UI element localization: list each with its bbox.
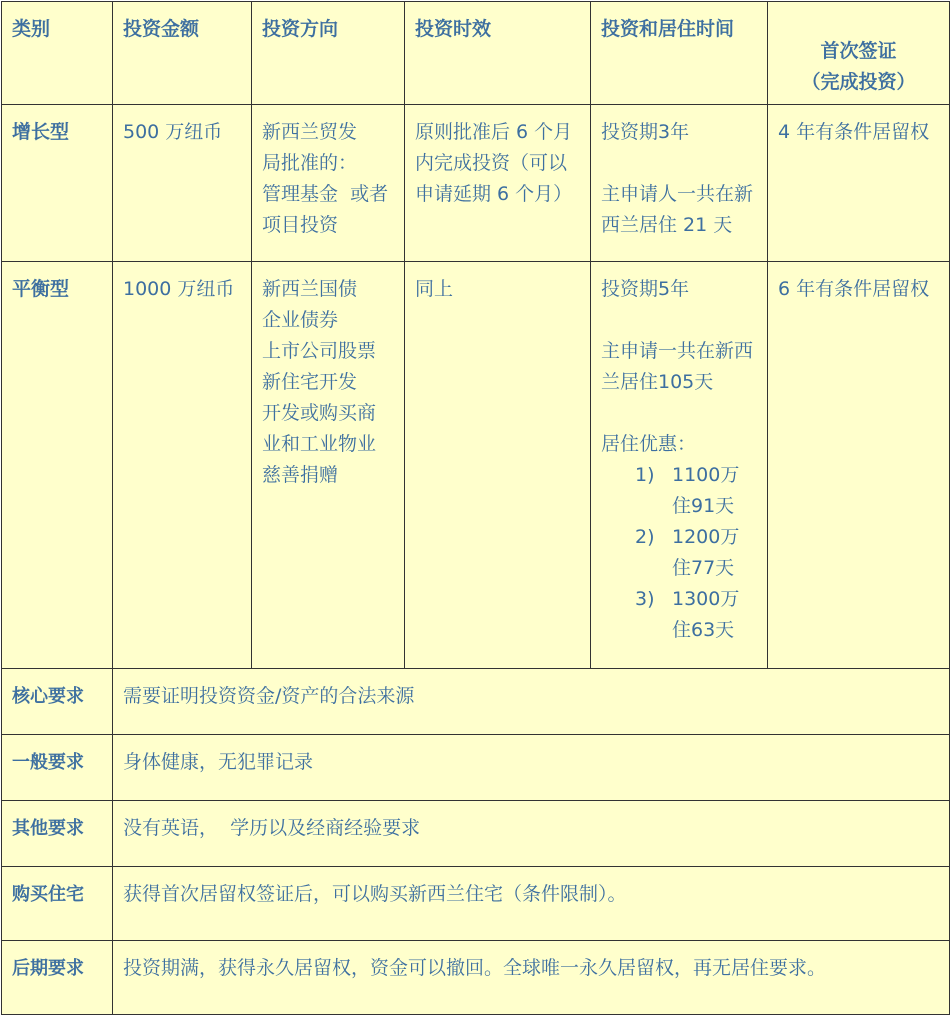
table-row-other — [2, 801, 950, 867]
balance-type: 平衡型 — [2, 262, 113, 669]
header-first-visa-line1: 首次签证 — [820, 40, 897, 62]
later-label: 后期要求 — [2, 941, 113, 1015]
bonus-days: 住91天 — [672, 495, 735, 517]
other-label: 其他要求 — [2, 801, 113, 867]
list-item — [635, 460, 757, 522]
table-row-growth — [2, 105, 950, 262]
other-text: 没有英语， 学历以及经商经验要求 — [113, 801, 950, 867]
growth-direction-line: 项目投资 — [262, 214, 339, 236]
growth-period: 投资期3年 — [601, 121, 690, 143]
housing-label: 购买住宅 — [2, 867, 113, 941]
table-row-balance — [2, 262, 950, 669]
growth-visa: 4 年有条件居留权 — [768, 105, 950, 262]
bonus-number: 1) — [635, 464, 655, 486]
header-first-visa-line2: （完成投资） — [801, 71, 916, 93]
bonus-text — [672, 522, 742, 584]
balance-direction-line: 企业债券 — [262, 309, 339, 331]
balance-bonus-list — [601, 460, 757, 646]
balance-direction — [252, 262, 405, 669]
header-amount: 投资金额 — [113, 2, 252, 105]
balance-period-cell — [591, 262, 768, 669]
growth-stay: 主申请人一共在新西兰居住 21 天 — [601, 183, 754, 236]
bonus-number: 2) — [635, 526, 655, 548]
growth-amount: 500 万纽币 — [113, 105, 252, 262]
header-category: 类别 — [2, 2, 113, 105]
bonus-amount: 1200万 — [672, 526, 740, 548]
core-label: 核心要求 — [2, 669, 113, 735]
growth-time: 原则批准后 6 个月内完成投资（可以申请延期 6 个月） — [405, 105, 591, 262]
table-header-row — [2, 2, 950, 105]
header-timing: 投资时效 — [405, 2, 591, 105]
balance-amount: 1000 万纽币 — [113, 262, 252, 669]
bonus-amount: 1300万 — [672, 588, 740, 610]
bonus-days: 住77天 — [672, 557, 735, 579]
balance-direction-line: 新西兰国债 — [262, 278, 358, 300]
balance-direction-line: 上市公司股票 — [262, 340, 377, 362]
growth-direction-line: 管理基金 或者 — [262, 183, 389, 205]
list-item — [635, 522, 757, 584]
balance-time: 同上 — [405, 262, 591, 669]
bonus-days: 住63天 — [672, 619, 735, 641]
balance-bonus-title: 居住优惠： — [601, 433, 697, 455]
growth-direction-line: 新西兰贸发 — [262, 121, 358, 143]
growth-direction-line: 局批准的： — [262, 152, 358, 174]
header-period: 投资和居住时间 — [591, 2, 768, 105]
growth-type: 增长型 — [2, 105, 113, 262]
housing-text: 获得首次居留权签证后，可以购买新西兰住宅（条件限制）。 — [113, 867, 950, 941]
balance-direction-line: 慈善捐赠 — [262, 464, 339, 486]
core-text: 需要证明投资资金/资产的合法来源 — [113, 669, 950, 735]
table-row-housing — [2, 867, 950, 941]
general-text: 身体健康，无犯罪记录 — [113, 735, 950, 801]
balance-direction-line: 开发或购买商 — [262, 402, 377, 424]
list-item — [635, 584, 757, 646]
balance-stay: 主申请一共在新西兰居住105天 — [601, 340, 754, 393]
balance-direction-line: 业和工业物业 — [262, 433, 377, 455]
bonus-text — [672, 460, 742, 522]
balance-visa: 6 年有条件居留权 — [768, 262, 950, 669]
table-row-core — [2, 669, 950, 735]
growth-period-cell — [591, 105, 768, 262]
bonus-amount: 1100万 — [672, 464, 740, 486]
investment-visa-table — [1, 1, 950, 1015]
header-direction: 投资方向 — [252, 2, 405, 105]
table-row-general — [2, 735, 950, 801]
balance-period: 投资期5年 — [601, 278, 690, 300]
growth-direction — [252, 105, 405, 262]
general-label: 一般要求 — [2, 735, 113, 801]
header-first-visa — [768, 2, 950, 105]
bonus-text — [672, 584, 742, 646]
table-row-later — [2, 941, 950, 1015]
later-text: 投资期满，获得永久居留权，资金可以撤回。全球唯一永久居留权，再无居住要求。 — [113, 941, 950, 1015]
balance-direction-line: 新住宅开发 — [262, 371, 358, 393]
bonus-number: 3) — [635, 588, 655, 610]
